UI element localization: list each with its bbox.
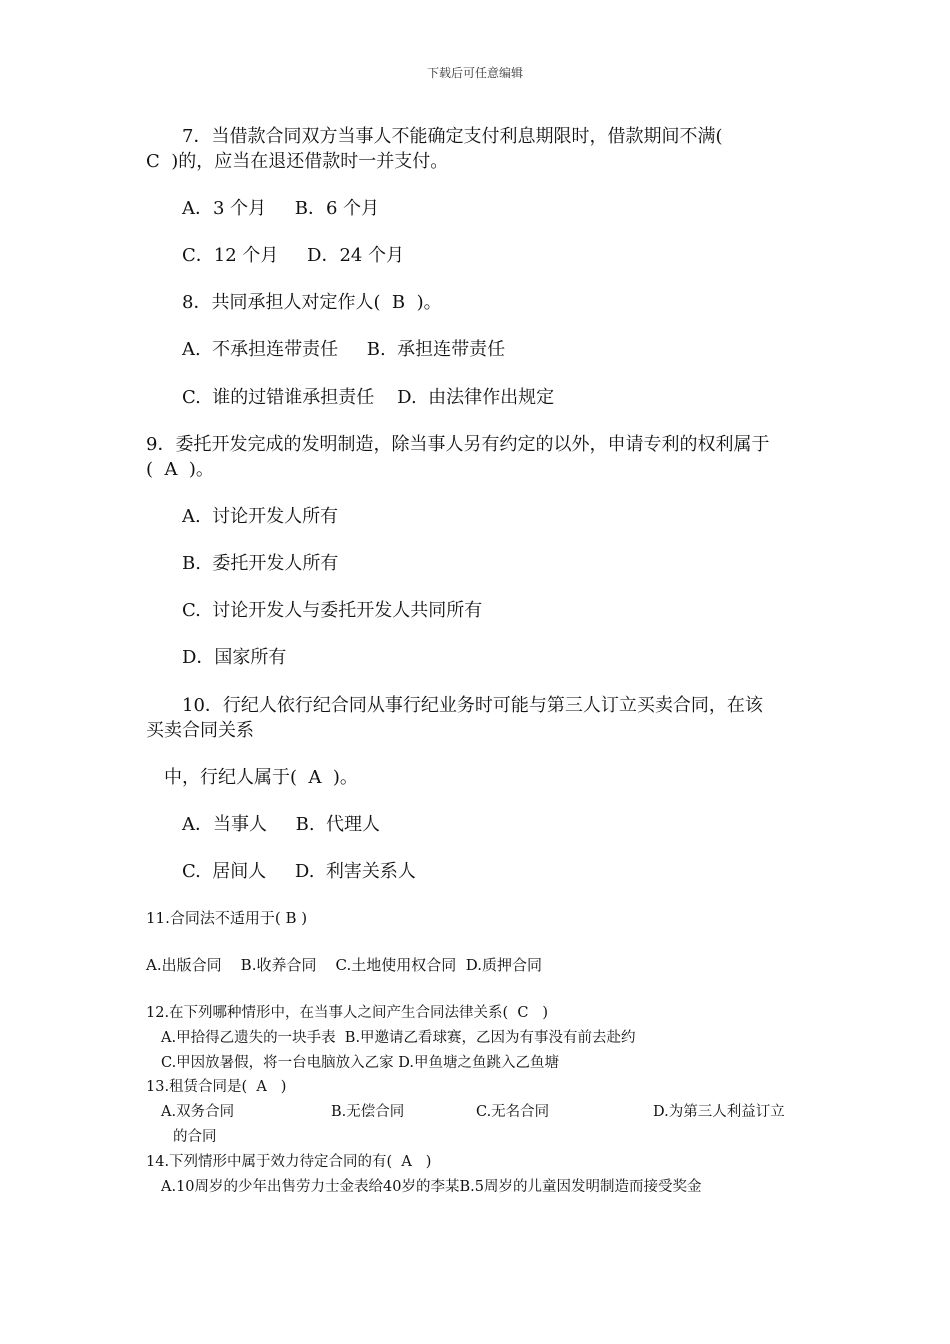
page-header: 下载后可任意编辑 — [426, 66, 523, 80]
q7-stem-line2: C )的，应当在退还借款时一并支付。 — [146, 151, 449, 172]
q10-options-ab: A．当事人 B. 代理人 — [182, 814, 380, 835]
q12-options-cd: C.甲因放暑假，将一台电脑放入乙家 D.甲鱼塘之鱼跳入乙鱼塘 — [161, 1055, 560, 1071]
q8-stem: 8．共同承担人对定作人( B )。 — [182, 292, 442, 313]
q12-options-ab: A.甲拾得乙遗失的一块手表 B.甲邀请乙看球赛，乙因为有事没有前去赴约 — [161, 1030, 636, 1046]
q7-options-cd: C．12 个月 D．24 个月 — [182, 245, 405, 266]
q9-stem-line1: 9．委托开发完成的发明制造，除当事人另有约定的以外，申请专利的权利属于 — [146, 434, 770, 455]
q10-stem-line2: 买卖合同关系 — [146, 720, 254, 741]
q14-stem: 14.下列情形中属于效力待定合同的有( A ) — [146, 1154, 432, 1170]
q10-stem-line3: 中，行纪人属于( A )。 — [164, 767, 358, 788]
q13-option-c: C.无名合同 — [476, 1104, 550, 1120]
q13-option-b: B.无偿合同 — [331, 1104, 405, 1120]
q10-stem-line1: 10．行纪人依行纪合同从事行纪业务时可能与第三人订立买卖合同，在该 — [182, 695, 763, 716]
q8-options-ab: A. 不承担连带责任 B. 承担连带责任 — [182, 339, 506, 360]
q7-stem-line1: 7．当借款合同双方当事人不能确定支付利息期限时，借款期间不满( — [182, 126, 723, 147]
q8-options-cd: C. 谁的过错谁承担责任 D. 由法律作出规定 — [182, 387, 555, 408]
q9-option-a: A. 讨论开发人所有 — [182, 506, 339, 527]
q11-options: A.出版合同 B.收养合同 C.土地使用权合同 D.质押合同 — [146, 956, 543, 974]
q10-options-cd: C. 居间人 D. 利害关系人 — [182, 861, 416, 882]
q7-options-ab: A．3 个月 B．6 个月 — [182, 198, 380, 219]
q13-option-a: A.双务合同 — [161, 1104, 235, 1120]
q12-stem: 12.在下列哪种情形中，在当事人之间产生合同法律关系( C ) — [146, 1005, 549, 1021]
q13-stem: 13.租赁合同是( A ) — [146, 1079, 287, 1095]
q9-option-d: D．国家所有 — [182, 647, 287, 668]
q13-option-d-continued: 的合同 — [173, 1129, 217, 1145]
q13-option-d: D.为第三人利益订立 — [653, 1104, 785, 1120]
q9-option-b: B. 委托开发人所有 — [182, 553, 339, 574]
q9-stem-line2: ( A )。 — [146, 459, 214, 480]
q14-options-ab: A.10周岁的少年出售劳力士金表给40岁的李某B.5周岁的儿童因发明制造而接受奖金 — [161, 1179, 702, 1195]
q11-stem: 11.合同法不适用于( B ) — [146, 909, 308, 927]
q9-option-c: C. 讨论开发人与委托开发人共同所有 — [182, 600, 483, 621]
